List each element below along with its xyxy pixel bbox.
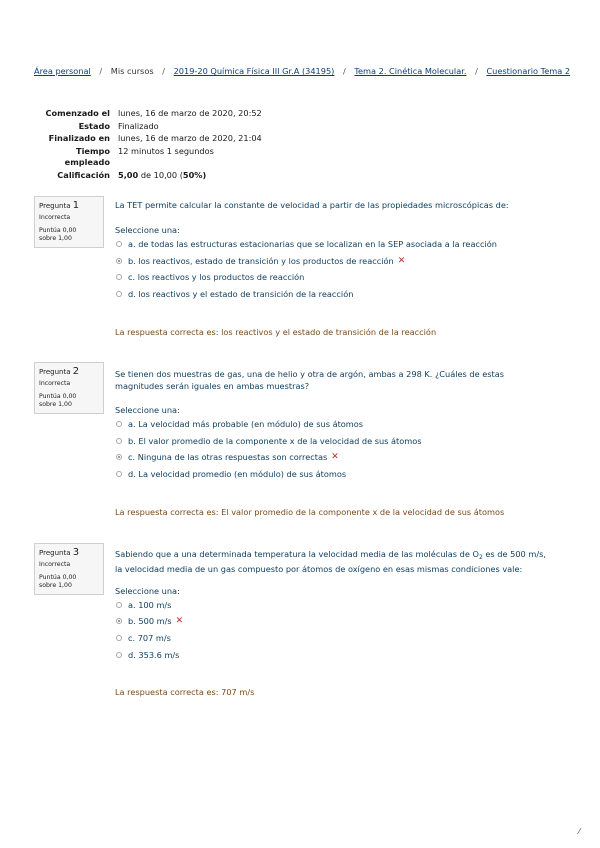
incorrect-cross-icon: ✕ [331,452,339,462]
time-value: 12 minutos 1 segundos [118,145,214,156]
radio-icon[interactable] [116,602,122,608]
question-number: 1 [72,200,80,211]
correct-answer-1: La respuesta correcta es: los reactivos y el estado de transición de la reacción [115,327,437,337]
started-value: lunes, 16 de marzo de 2020, 20:52 [118,108,262,118]
time-label: Tiempo empleado [64,145,110,167]
q3-option-d[interactable]: d. 353.6 m/s [116,650,179,660]
correct-answer-2: La respuesta correcta es: El valor promedio de la componente x de la velocidad de sus átomos [115,507,505,517]
correct-answer-3: La respuesta correcta es: 707 m/s [115,687,255,697]
radio-icon[interactable] [116,274,122,280]
breadcrumb-course[interactable]: 2019-20 Química Física III Gr.A (34195) [173,66,335,76]
state-label: Estado [78,120,110,131]
q3-option-a[interactable]: a. 100 m/s [116,600,171,610]
finished-label: Finalizado en [48,133,110,144]
finished-value: lunes, 16 de marzo de 2020, 21:04 [118,133,262,144]
attempt-summary [40,108,262,180]
question-grade: Puntúa 0,00 sobre 1,00 [39,227,77,242]
question-state: Incorrecta [39,380,71,387]
breadcrumb-topic[interactable]: Tema 2. Cinética Molecular. [354,66,467,76]
question-info-3: Pregunta 3 Incorrecta Puntúa 0,00 sobre 1,00 [34,543,104,595]
select-prompt-2: Seleccione una: [115,405,180,415]
question-grade: Puntúa 0,00 sobre 1,00 [39,393,77,408]
question-text-2: Se tienen dos muestras de gas, una de helio y otra de argón, ambas a 298 K. ¿Cuáles de estas magnitudes serán iguales en ambas muestras? [115,369,505,391]
radio-icon[interactable] [116,241,122,247]
radio-icon[interactable] [116,291,122,297]
q2-option-b[interactable]: b. El valor promedio de la componente x de la velocidad de sus átomos [116,436,422,446]
grade-label: Calificación [57,169,110,180]
radio-icon[interactable] [116,635,122,641]
radio-icon[interactable] [116,421,122,427]
question-info-2: Pregunta 2 Incorrecta Puntúa 0,00 sobre 1,00 [34,362,104,414]
state-value: Finalizado [118,120,159,131]
page-mark: ⁄ [578,827,580,836]
grade-value: 5,00 de 10,00 (50%) [118,169,207,180]
q1-option-b[interactable]: b. los reactivos, estado de transición y los productos de reacción ✕ [116,256,405,266]
q2-option-a[interactable]: a. La velocidad más probable (en módulo) de sus átomos [116,419,363,429]
q1-option-c[interactable]: c. los reactivos y los productos de reacción [116,272,304,282]
radio-selected-icon[interactable] [116,258,122,264]
q2-option-c[interactable]: c. Ninguna de las otras respuestas son correctas ✕ [116,452,339,462]
radio-icon[interactable] [116,652,122,658]
question-number: 2 [72,366,80,377]
question-text-1: La TET permite calcular la constante de velocidad a partir de las propiedades microscópicas de: [115,200,509,210]
incorrect-cross-icon: ✕ [175,616,184,626]
question-text-3: Sabiendo que a una determinada temperatura la velocidad media de las moléculas de $O_2$ es de 500 m/s, la velocidad media de un gas compuesto por átomos de oxígeno en esas mismas condiciones vale: [115,549,546,574]
q2-option-d[interactable]: d. La velocidad promedio (en módulo) de sus átomos [116,469,346,479]
question-state: Incorrecta [39,561,71,568]
question-grade: Puntúa 0,00 sobre 1,00 [39,574,77,589]
radio-selected-icon[interactable] [116,454,122,460]
started-label: Comenzado el [45,108,110,118]
select-prompt-3: Seleccione una: [115,586,180,596]
question-number: 3 [72,547,80,558]
question-state: Incorrecta [39,214,71,221]
radio-icon[interactable] [116,438,122,444]
q1-option-d[interactable]: d. los reactivos y el estado de transición de la reacción [116,289,353,299]
q3-option-c[interactable]: c. 707 m/s [116,633,171,643]
radio-selected-icon[interactable] [116,618,122,624]
breadcrumb: Área personal / Mis cursos / 2019-20 Química Física III Gr.A (34195) / Tema 2. Cinética Molecular. / Cuestionario Tema 2 [34,66,571,76]
breadcrumb-mis-cursos: Mis cursos [110,66,154,76]
radio-icon[interactable] [116,471,122,477]
breadcrumb-area-personal[interactable]: Área personal [34,66,91,76]
question-info-1: Pregunta 1 Incorrecta Puntúa 0,00 sobre 1,00 [34,196,104,248]
incorrect-cross-icon: ✕ [397,256,406,266]
select-prompt-1: Seleccione una: [115,225,180,235]
q3-option-b[interactable]: b. 500 m/s ✕ [116,616,183,626]
breadcrumb-quiz[interactable]: Cuestionario Tema 2 [486,66,571,76]
q1-option-a[interactable]: a. de todas las estructuras estacionarias que se localizan en la SEP asociada a la reacción [116,239,497,249]
